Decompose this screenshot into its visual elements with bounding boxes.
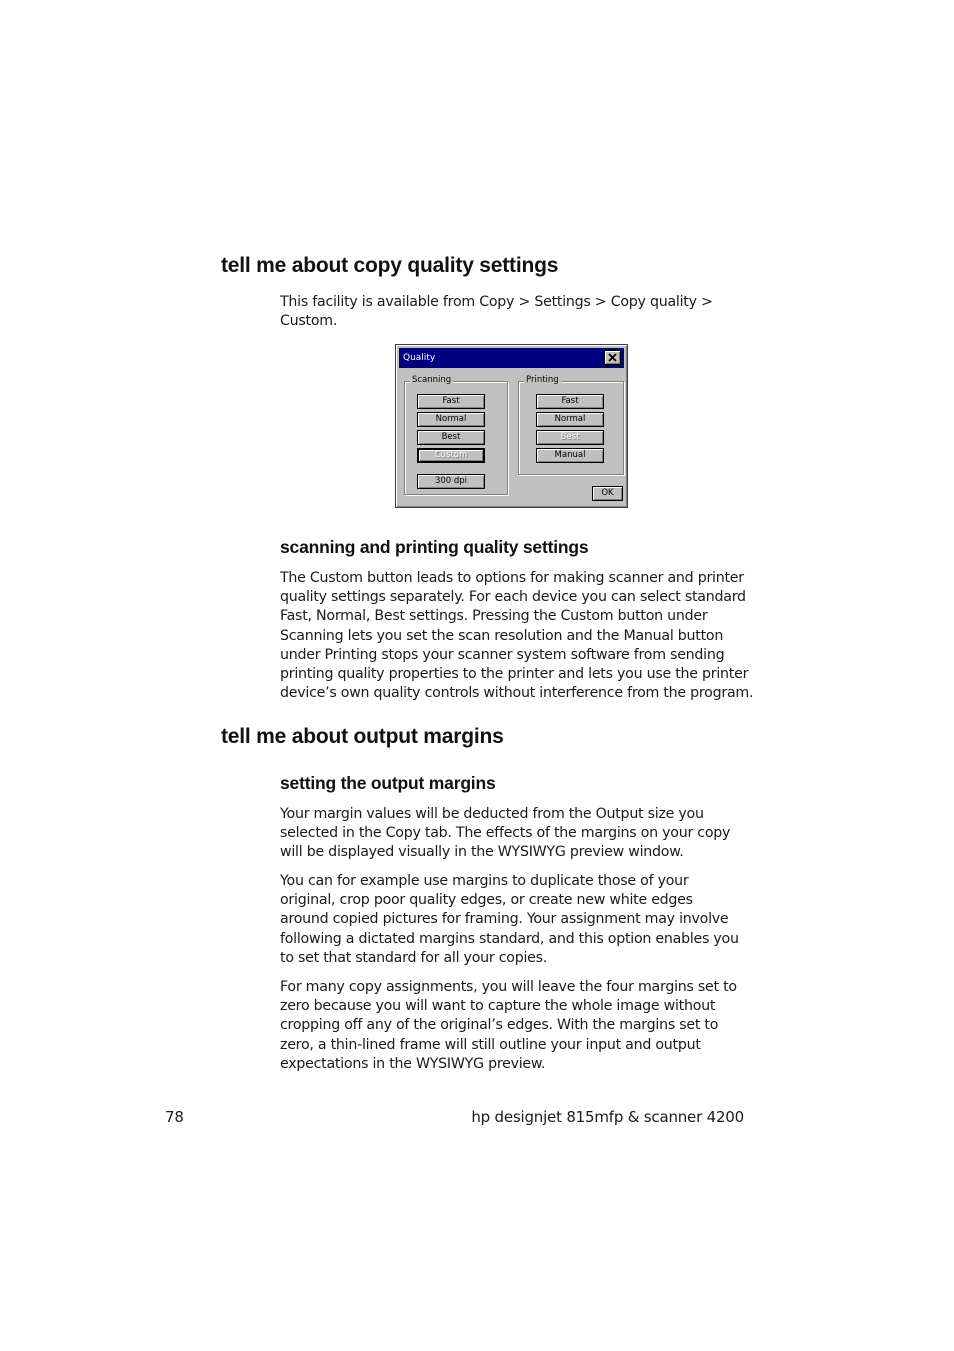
resolution-button: 300 dpi [417,474,485,489]
printing-normal-button: Normal [536,412,604,427]
scanning-normal-button: Normal [417,412,485,427]
printing-manual-button: Manual [536,448,604,463]
paragraph-line: around copied pictures for framing. Your assignment may involve [280,911,729,928]
intro-line: Custom. [280,313,338,330]
paragraph-line: For many copy assignments, you will leave the four margins set to [280,979,737,995]
printing-group-label: Printing [526,375,559,385]
paragraph-line: printing quality properties to the printer and lets you use the printer [280,666,749,683]
paragraph-line: selected in the Copy tab. The effects of the margins on your copy [280,825,731,842]
margins-paragraph-2 [280,872,750,968]
section-heading-copy-quality: tell me about copy quality settings [221,254,559,277]
margins-paragraph-3 [280,978,750,1074]
section-heading-output-margins: tell me about output margins [221,725,504,748]
paragraph-line: quality settings separately. For each device you can select standard [280,589,746,606]
dialog-close-button [604,350,621,365]
paragraph-line: expectations in the WYSIWYG preview. [280,1055,546,1072]
paragraph-line: Your margin values will be deducted from the Output size you [280,806,704,822]
scanning-best-button: Best [417,430,485,445]
paragraph-line: Fast, Normal, Best settings. Pressing the Custom button under [280,608,708,625]
paragraph-line: The Custom button leads to options for making scanner and printer [280,570,744,586]
quality-dialog-screenshot [395,344,628,508]
paragraph-line: cropping off any of the original’s edges. With the margins set to [280,1017,719,1034]
subheading-scanning-printing: scanning and printing quality settings [280,537,589,557]
ok-button: OK [592,486,623,501]
dialog-title: Quality [403,353,436,363]
paragraph-line: will be displayed visually in the WYSIWYG preview window. [280,844,684,861]
margins-paragraph-1 [280,805,750,863]
scanning-group-label: Scanning [412,375,452,385]
paragraph-line: under Printing stops your scanner system software from sending [280,646,725,663]
paragraph-line: Scanning lets you set the scan resolution and the Manual button [280,627,724,644]
paragraph-line: original, crop poor quality edges, or create new white edges [280,892,693,909]
subheading-output-margins: setting the output margins [280,773,496,793]
custom-button-paragraph [280,569,754,703]
printing-fast-button: Fast [536,394,604,409]
intro-line: This facility is available from Copy > Settings > Copy quality > [280,294,713,310]
dialog-titlebar [399,348,624,368]
scanning-custom-button: Custom [417,448,485,463]
intro-paragraph [280,293,750,331]
paragraph-line: to set that standard for all your copies. [280,949,548,966]
paragraph-line: following a dictated margins standard, and this option enables you [280,930,739,947]
close-icon [608,353,617,362]
paragraph-line: zero, a thin-lined frame will still outline your input and output [280,1036,701,1053]
scanning-fast-button: Fast [417,394,485,409]
footer-product-name: hp designjet 815mfp & scanner 4200 [471,1108,744,1126]
paragraph-line: zero because you will want to capture the whole image without [280,998,716,1015]
paragraph-line: device’s own quality controls without interference from the program. [280,685,754,702]
paragraph-line: You can for example use margins to duplicate those of your [280,873,689,889]
printing-best-button: Best [536,430,604,445]
page-number: 78 [165,1108,184,1126]
